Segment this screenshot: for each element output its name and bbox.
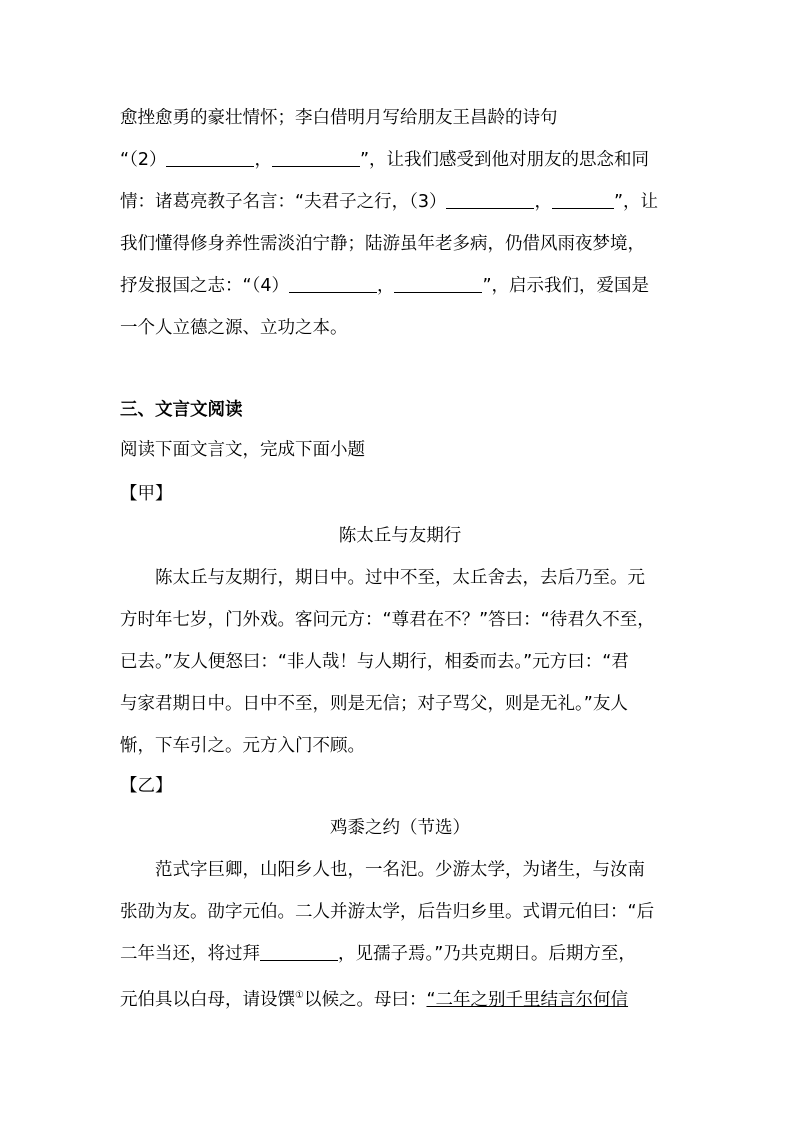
text-line-3 (120, 190, 680, 214)
passage-b-title: 鸡黍之约（节选） (330, 818, 470, 838)
text-fragment: ”，让 (613, 192, 659, 212)
text-fragment: 情：诸葛亮教子名言：“夫君子之行，（3） (120, 192, 447, 212)
fill-blank-4b (394, 274, 482, 293)
section-instruction: 阅读下面文言文，完成下面小题 (120, 440, 365, 460)
text-line-5 (120, 274, 680, 298)
fill-blank-2a (166, 148, 254, 167)
underlined-sentence: “二年之别千里结言尔何信 (426, 989, 629, 1010)
passage-b-line-3 (120, 942, 680, 966)
passage-b-line-4 (120, 984, 680, 1012)
fill-blank-2b (272, 148, 360, 167)
text-fragment: ， (254, 150, 272, 170)
text-line-2 (120, 148, 680, 172)
fill-blank-3b (552, 190, 614, 209)
fill-blank-4a (289, 274, 377, 293)
text-fragment: ， (534, 192, 552, 212)
text-line-1: 愈挫愈勇的豪壮情怀；李白借明月写给朋友王昌龄的诗句 (120, 108, 558, 128)
text-line-4: 我们懂得修身养性需淡泊宁静；陆游虽年老多病，仍借风雨夜梦境， (120, 234, 645, 254)
fill-blank-3a (446, 190, 534, 209)
text-fragment: 元伯具以白母，请设馔 (120, 989, 295, 1010)
passage-a-title: 陈太丘与友期行 (338, 526, 462, 546)
text-line-6: 一个人立德之源、立功之本。 (120, 318, 348, 338)
text-fragment: 以候之。母曰： (303, 989, 427, 1010)
passage-a-line-1: 陈太丘与友期行，期日中。过中不至，太丘舍去，去后乃至。元 (155, 568, 645, 588)
text-fragment: 抒发报国之志：“（4） (120, 276, 289, 296)
section-heading: 三、文言文阅读 (120, 400, 243, 420)
text-fragment: ， (376, 276, 395, 296)
passage-a-line-3: 已去。”友人便怒曰：“非人哉！与人期行，相委而去。”元方曰：“君 (120, 652, 629, 672)
passage-a-label: 【甲】 (120, 484, 173, 504)
passage-a-line-2: 方时年七岁，门外戏。客问元方：“尊君在不？”答曰：“待君久不至， (120, 610, 655, 630)
footnote-marker: ① (295, 990, 304, 1001)
text-fragment: ”，启示我们，爱国是 (482, 276, 650, 296)
fill-blank-passage (260, 942, 338, 961)
passage-b-line-1: 范式字巨卿，山阳乡人也，一名汜。少游太学，为诸生，与汝南 (155, 860, 645, 880)
text-fragment: 二年当还，将过拜 (120, 944, 260, 964)
text-fragment: ”，让我们感受到他对朋友的思念和同 (359, 150, 650, 170)
passage-a-line-5: 惭，下车引之。元方入门不顾。 (120, 736, 365, 756)
text-fragment: ，见孺子焉。”乃共克期日。后期方至， (338, 944, 636, 964)
passage-b-label: 【乙】 (120, 776, 173, 796)
passage-b-line-2: 张劭为友。劭字元伯。二人并游太学，后告归乡里。式谓元伯曰：“后 (120, 902, 655, 922)
passage-a-line-4: 与家君期日中。日中不至，则是无信；对子骂父，则是无礼。”友人 (120, 694, 628, 714)
text-fragment: “（2） (120, 150, 167, 170)
